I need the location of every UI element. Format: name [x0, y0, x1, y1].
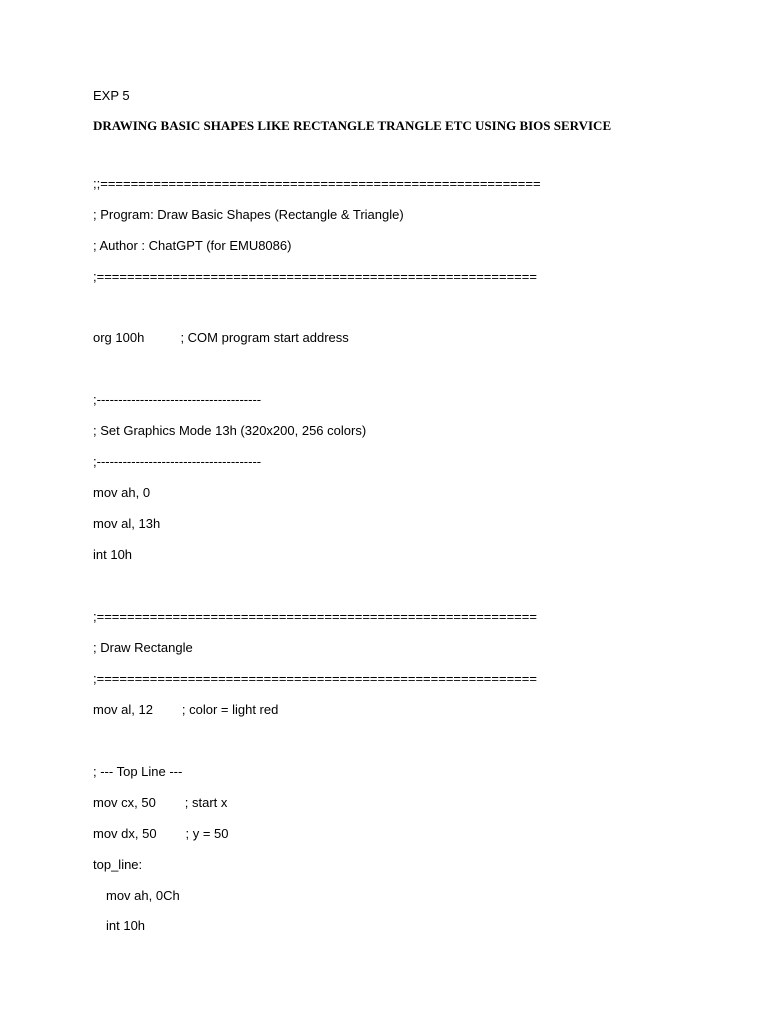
code-line: org 100h ; COM program start address	[93, 330, 349, 345]
code-line: ;==========================================================	[93, 609, 537, 624]
code-line: ; --- Top Line ---	[93, 764, 183, 779]
code-line: top_line:	[93, 857, 143, 872]
code-line: ; Program: Draw Basic Shapes (Rectangle & Triangle)	[93, 207, 404, 222]
code-line: ;==========================================================	[93, 269, 537, 284]
code-line: int 10h	[93, 547, 133, 562]
code-line: mov ah, 0	[93, 485, 151, 500]
code-line: ; Set Graphics Mode 13h (320x200, 256 colors)	[93, 423, 367, 438]
code-line: mov al, 12 ; color = light red	[93, 702, 279, 717]
code-line: mov al, 13h	[93, 516, 161, 531]
code-line: ; Draw Rectangle	[93, 640, 193, 655]
code-line: mov dx, 50 ; y = 50	[93, 826, 229, 841]
code-line: ;--------------------------------------	[93, 392, 262, 407]
code-line: ;;==========================================================	[93, 176, 541, 191]
code-line: mov ah, 0Ch	[106, 888, 180, 903]
code-line: mov cx, 50 ; start x	[93, 795, 228, 810]
document-title: DRAWING BASIC SHAPES LIKE RECTANGLE TRANGLE ETC USING BIOS SERVICE	[93, 118, 612, 133]
code-line: ; Author : ChatGPT (for EMU8086)	[93, 238, 292, 253]
code-line: ;==========================================================	[93, 671, 537, 686]
code-line: ;--------------------------------------	[93, 454, 262, 469]
code-line: int 10h	[106, 918, 146, 933]
experiment-label: EXP 5	[93, 88, 130, 103]
